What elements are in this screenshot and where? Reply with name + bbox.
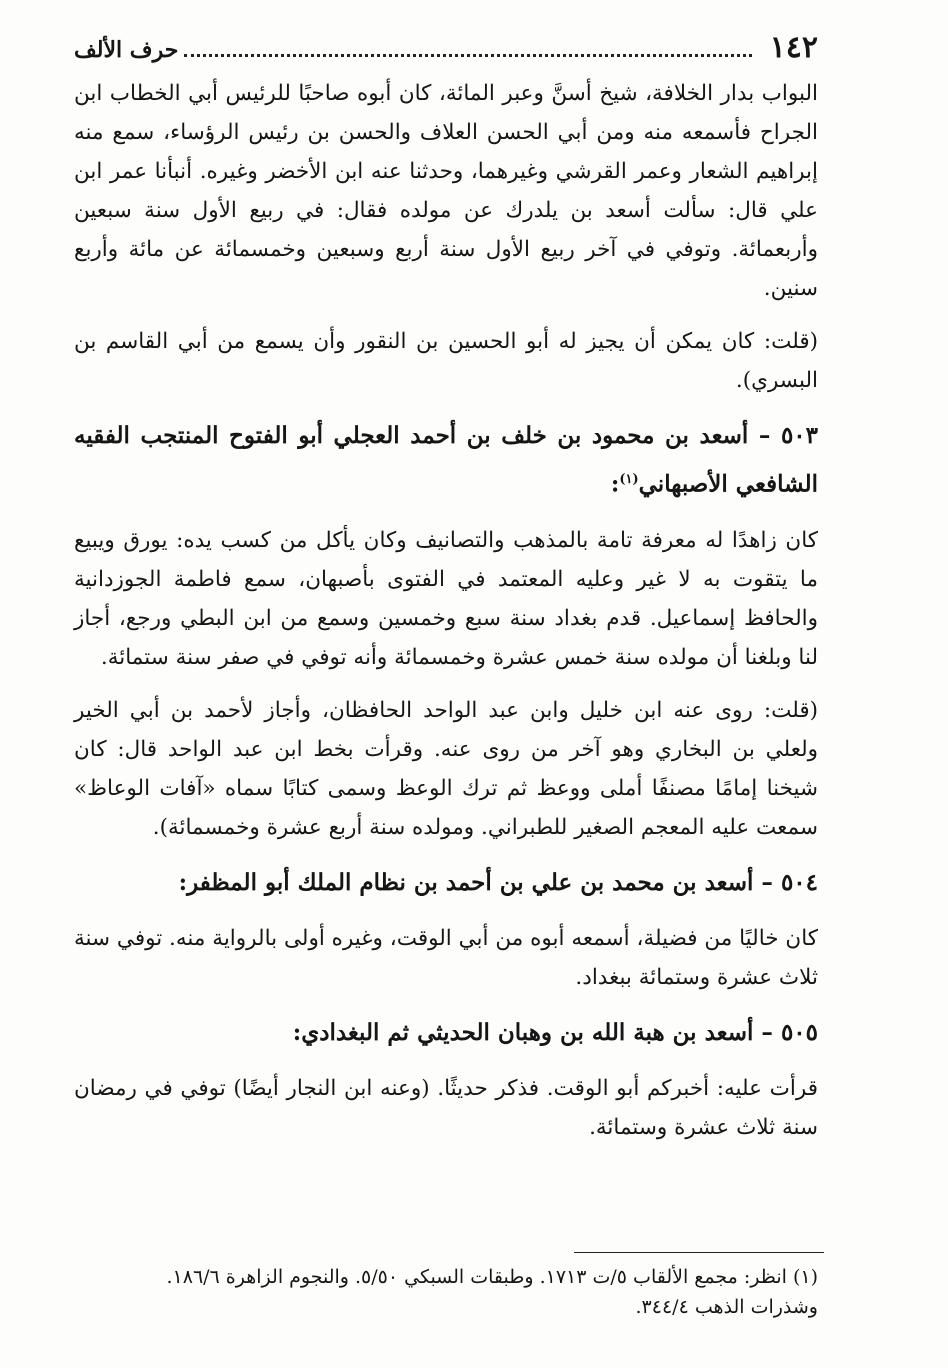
header-dots	[184, 34, 751, 57]
footnote-line-2: وشذرات الذهب ٣٤٤/٤.	[635, 1296, 818, 1318]
page-number: ١٤٢	[769, 30, 818, 65]
footnote-line-1: (١) انظر: مجمع الألقاب ٥/ت ١٧١٣. وطبقات السبكي ٥/٥٠. والنجوم الزاهرة ١٨٦/٦.	[166, 1266, 818, 1288]
entry-504-heading: ٥٠٤ – أسعد بن محمد بن علي بن أحمد بن نظام الملك أبو المظفر:	[178, 868, 818, 896]
footnote-marker: (١)	[619, 472, 639, 487]
entry-503-heading: ٥٠٣ – أسعد بن محمود بن خلف بن أحمد العجلي أبو الفتوح المنتجب الفقيه الشافعي الأصبهاني$^{(١)}$:	[74, 422, 818, 498]
paragraph-6: قرأت عليه: أخبركم أبو الوقت. فذكر حديثًا. (وعنه ابن النجار أيضًا) توفي في رمضان سنة ثلاث عشرة وستمائة.	[74, 1075, 818, 1140]
entry-505-heading: ٥٠٥ – أسعد بن هبة الله بن وهبان الحديثي ثم البغدادي:	[292, 1018, 818, 1046]
entry-503-title: ٥٠٣ – أسعد بن محمود بن خلف بن أحمد العجلي أبو الفتوح المنتجب الفقيه الشافعي الأصبهاني	[74, 422, 818, 498]
paragraph-5: كان خاليًا من فضيلة، أسمعه أبوه من أبي الوقت، وغيره أولى بالرواية منه. توفي سنة ثلاث عشرة وستمائة ببغداد.	[74, 925, 818, 990]
page-header	[74, 30, 818, 74]
footnote-rule	[574, 1252, 824, 1253]
paragraph-2: (قلت: كان يمكن أن يجيز له أبو الحسين بن النقور وأن يسمع من أبي القاسم بن البسري).	[74, 329, 818, 393]
running-title: حرف الألف	[74, 37, 179, 63]
footnotes	[74, 1262, 818, 1322]
paragraph-3: كان زاهدًا له معرفة تامة بالمذهب والتصانيف وكان يأكل من كسب يده: يورق ويبيع ما يتقوت به لا غير وعليه المعتمد في الفتوى بأصبهان، سمع فاطمة الجوزدانية والحافظ إسماعيل. قدم بغداد سنة سبع وخمسين وسمع من ابن البطي ورجع، أجاز لنا وبلغنا أن مولده سنة خمس عشرة وخمسمائة وأنه توفي في صفر سنة ستمائة.	[74, 527, 818, 670]
paragraph-1: البواب بدار الخلافة، شيخ أسنَّ وعبر المائة، كان أبوه صاحبًا للرئيس أبي الخطاب ابن الجراح فأسمعه منه ومن أبي الحسن العلاف والحسن بن رئيس الرؤساء، سمع منه إبراهيم الشعار وعمر القرشي وغيرهما، وحدثنا عنه ابن الأخضر وغيره. أنبأنا عمر ابن علي قال: سألت أسعد بن يلدرك عن مولده فقال: في ربيع الأول سنة سبعين وأربعمائة. وتوفي في آخر ربيع الأول سنة أربع وسبعين وخمسمائة عن مائة وأربع سنين.	[74, 81, 818, 301]
page-body	[74, 30, 818, 1147]
paragraph-4: (قلت: روى عنه ابن خليل وابن عبد الواحد الحافظان، وأجاز لأحمد بن أبي الخير ولعلي بن البخاري وهو آخر من روى عنه. وقرأت بخط ابن عبد الواحد قال: كان شيخنا إمامًا مصنفًا أملى ووعظ ثم ترك الوعظ وسمى كتابًا سماه «آفات الوعاظ» سمعت عليه المعجم الصغير للطبراني. ومولده سنة أربع عشرة وخمسمائة).	[74, 697, 818, 840]
